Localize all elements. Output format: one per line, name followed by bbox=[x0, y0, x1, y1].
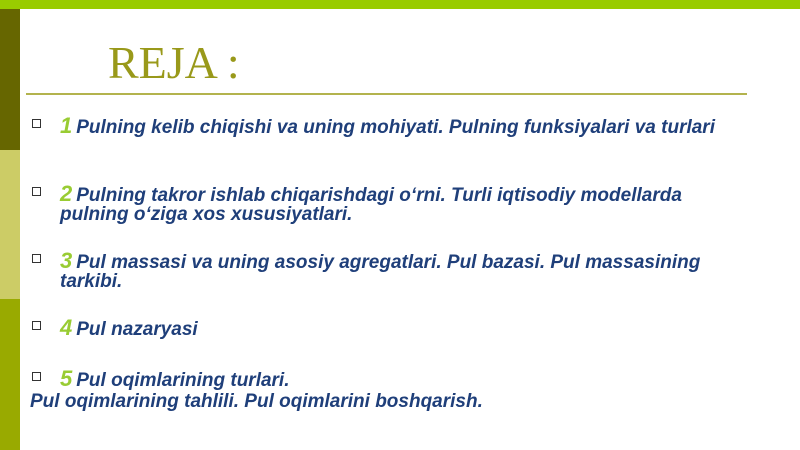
side-bar-segment-dark bbox=[0, 9, 20, 150]
slide-title: REJA : bbox=[108, 37, 240, 88]
title-underline bbox=[26, 93, 747, 95]
square-bullet-icon bbox=[32, 372, 41, 381]
item-text: Pulning kelib chiqishi va uning mohiyati. Pulning funksiyalari va turlari bbox=[76, 117, 715, 138]
square-bullet-icon bbox=[32, 254, 41, 263]
item-text: Pul oqimlarining turlari. bbox=[76, 370, 290, 391]
item-text: Pul massasi va uning asosiy agregatlari. Pul bazasi. Pul massasining tarkibi. bbox=[60, 252, 701, 292]
list-item-text bbox=[60, 113, 750, 138]
item-number: 2 bbox=[60, 181, 73, 206]
list-item-text bbox=[60, 181, 750, 225]
item-number: 1 bbox=[60, 113, 73, 138]
item-number: 4 bbox=[60, 315, 73, 340]
square-bullet-icon bbox=[32, 321, 41, 330]
item-text: Pulning takror ishlab chiqarishdagi o‘rni. Turli iqtisodiy modellarda pulning o‘ziga xos xususiyatlari. bbox=[60, 185, 682, 225]
continuation-line: Pul oqimlarining tahlili. Pul oqimlarini boshqarish. bbox=[30, 391, 483, 412]
item-number: 5 bbox=[60, 366, 73, 391]
item-number: 3 bbox=[60, 248, 73, 273]
list-item-text bbox=[60, 366, 750, 391]
square-bullet-icon bbox=[32, 119, 41, 128]
list-item-text bbox=[60, 315, 750, 340]
top-accent-bar bbox=[0, 0, 800, 9]
square-bullet-icon bbox=[32, 187, 41, 196]
side-bar-segment-light bbox=[0, 150, 20, 299]
item-text: Pul nazaryasi bbox=[76, 319, 198, 340]
list-item-text bbox=[60, 248, 750, 292]
side-bar-segment-mid bbox=[0, 299, 20, 450]
